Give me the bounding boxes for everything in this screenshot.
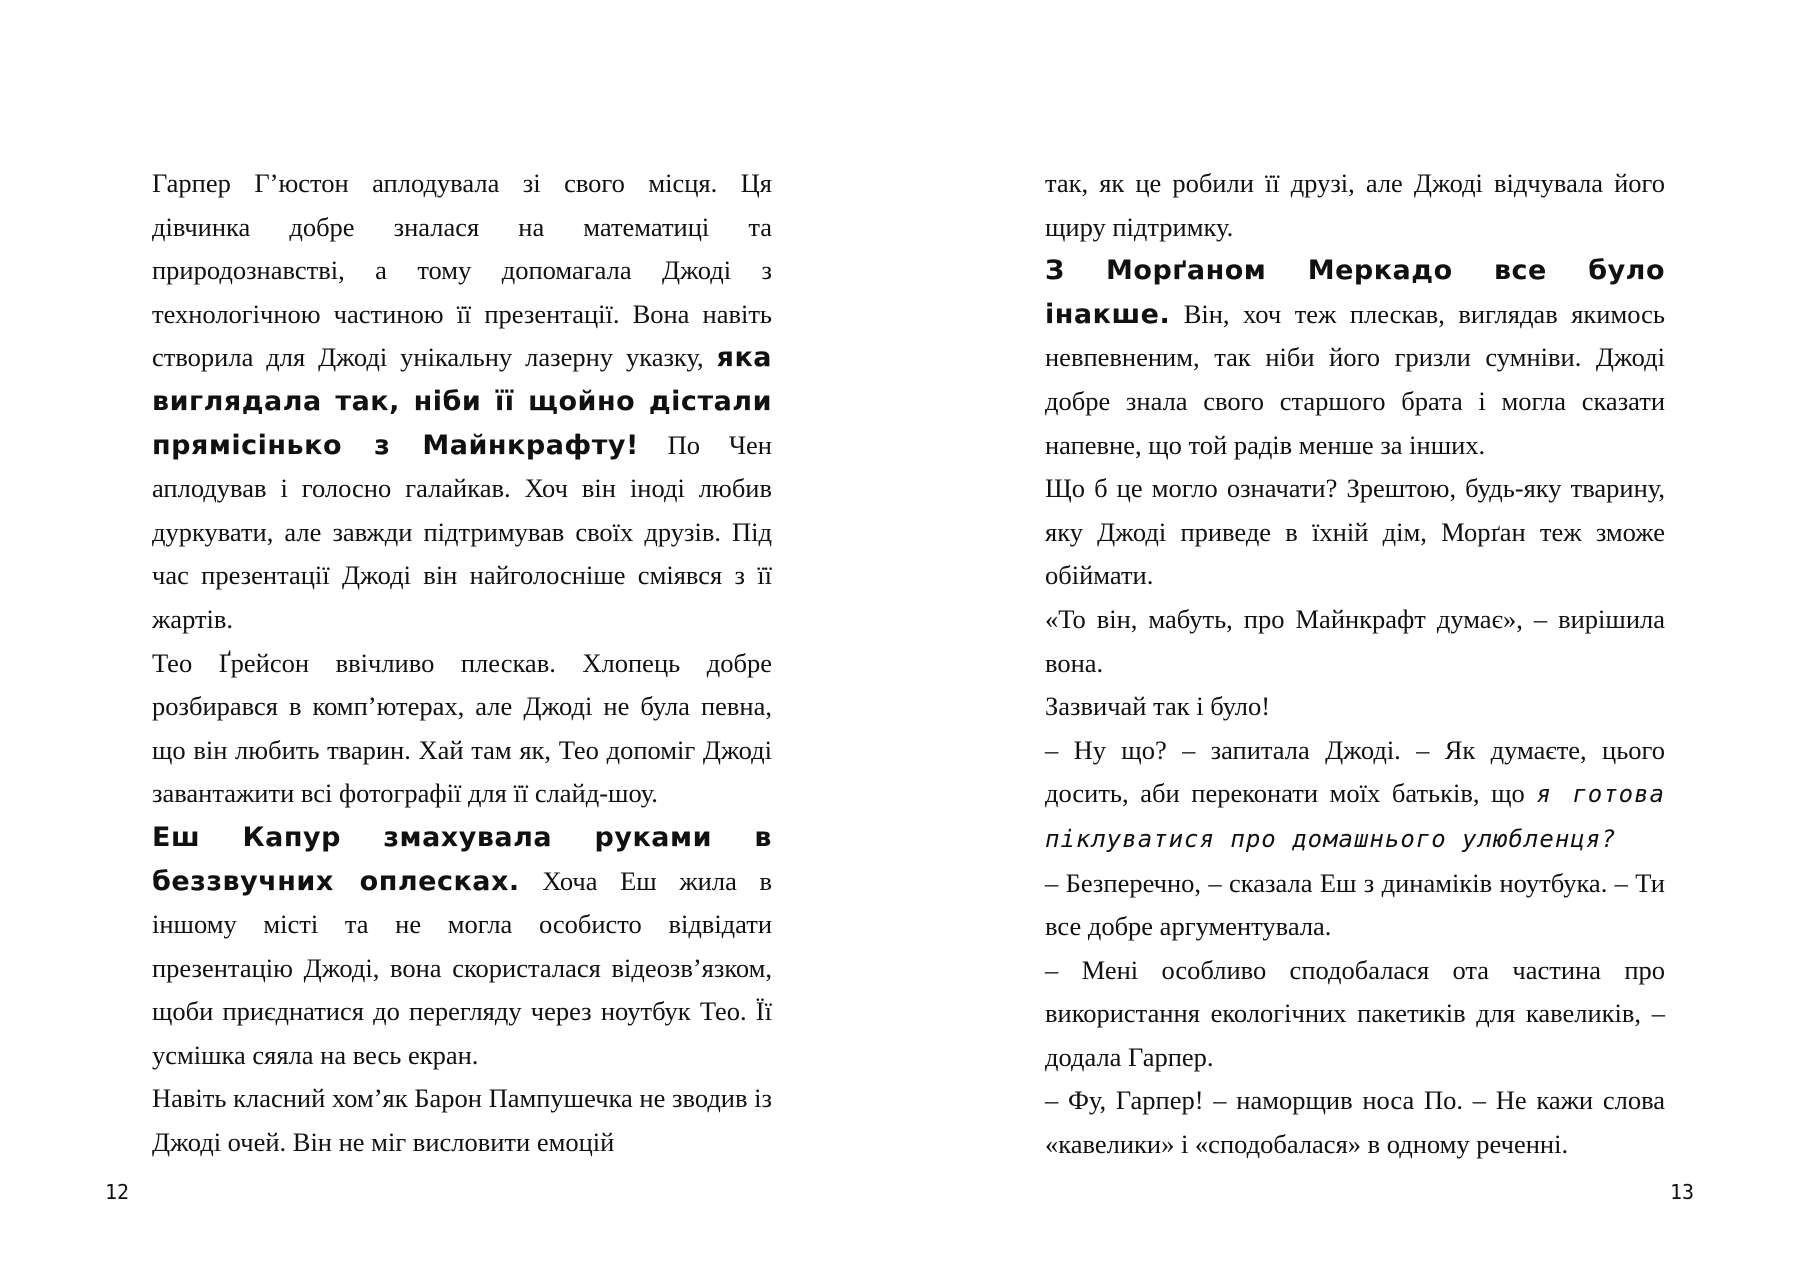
right-page bbox=[900, 0, 1800, 1277]
paragraph bbox=[152, 816, 772, 1078]
paragraph: Навіть класний хомʼяк Барон Пампушечка не зводив із Джоді очей. Він не міг висловити емоцій bbox=[152, 1083, 772, 1158]
paragraph: так, як це робили її друзі, але Джоді відчувала його щиру підтримку. bbox=[1045, 168, 1665, 242]
emphasis-text: Еш Капур змахувала руками в беззвучних оплесках. bbox=[152, 821, 772, 897]
right-text-column bbox=[1045, 162, 1665, 1167]
emphasis-text: З Морґаном Меркадо все було інакше. bbox=[1045, 255, 1665, 330]
left-text-column bbox=[152, 162, 772, 1165]
paragraph-text: По Чен аплодував і голосно галайкав. Хоч він іноді любив дуркувати, але завжди підтримував своїх друзів. Під час презентації Джоді він найголосніше сміявся з її жартів. bbox=[152, 429, 772, 634]
paragraph bbox=[152, 162, 772, 642]
emphasis-text: яка виглядала так, ніби її щойно дістали прямісінько з Майнкрафту! bbox=[152, 342, 772, 461]
paragraph: – Фу, Гарпер! – наморщив носа По. – Не кажи слова «кавелики» і «сподобалася» в одному реченні. bbox=[1045, 1085, 1665, 1160]
paragraph-text: – Ну що? – запитала Джоді. – Як думаєте, цього досить, аби переконати моїх батьків, що bbox=[1045, 734, 1665, 809]
paragraph-text: Він, хоч теж плескав, виглядав якимось невпевненим, так ніби його гризли сумніви. Джоді добре знала свого старшого брата і могла сказати напевне, що той радів менше за інших. bbox=[1045, 298, 1665, 460]
paragraph-text: Хоча Еш жила в іншому місті та не могла особисто відвідати презентацію Джоді, вона скористалася відеозвʼязком, щоби приєднатися до перегляду через ноутбук Тео. Її усмішка сяяла на весь екран. bbox=[152, 865, 772, 1070]
paragraph: Зазвичай так і було! bbox=[1045, 691, 1271, 722]
page-number: 12 bbox=[105, 1180, 130, 1204]
paragraph: «То він, мабуть, про Майнкрафт думає», – вирішила вона. bbox=[1045, 603, 1665, 678]
paragraph: – Мені особливо сподобалася ота частина про використання екологічних пакетиків для кавеликів, – додала Гарпер. bbox=[1045, 954, 1665, 1072]
paragraph: – Безперечно, – сказала Еш з динаміків ноутбука. – Ти все добре аргументувала. bbox=[1045, 867, 1665, 942]
paragraph-text: Гарпер Гʼюстон аплодувала зі свого місця. Ця дівчинка добре зналася на математиці та природознавстві, а тому допомагала Джоді з технологічною частиною її презентації. Вона навіть створила для Джоді унікальну лазерну указку, bbox=[152, 168, 772, 373]
paragraph bbox=[1045, 249, 1665, 467]
paragraph: Тео Ґрейсон ввічливо плескав. Хлопець добре розбирався в компʼютерах, але Джоді не була певна, що він любить тварин. Хай там як, Тео допоміг Джоді завантажити всі фотографії для її слайд-шоу. bbox=[152, 647, 772, 809]
paragraph: Що б це могло означати? Зрештою, будь-яку тварину, яку Джоді приведе в їхній дім, Морґан теж зможе обіймати. bbox=[1045, 473, 1665, 591]
page-number: 13 bbox=[1670, 1180, 1695, 1204]
paragraph bbox=[1045, 729, 1665, 862]
handwritten-text: я готова піклуватися про домашнього улюбленця? bbox=[1045, 780, 1666, 853]
